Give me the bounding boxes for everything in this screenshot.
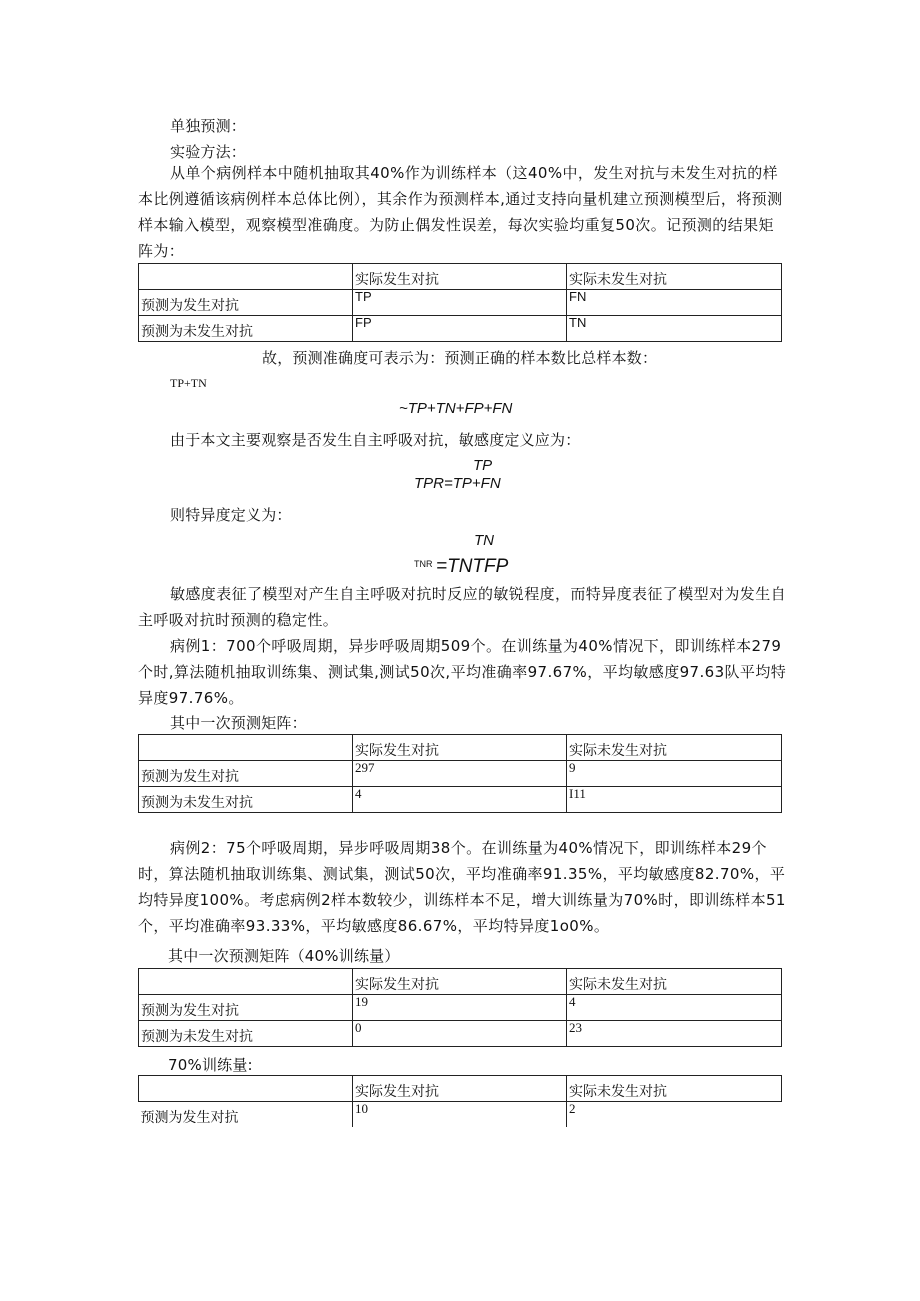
case2-40-cell-fn: 4 bbox=[567, 995, 782, 1021]
matrix-template-table bbox=[138, 263, 782, 342]
case2-70-cell-fn: 2 bbox=[567, 1102, 782, 1127]
case1-caption: 其中一次预测矩阵： bbox=[170, 714, 307, 732]
table-header-actual-yes: 实际发生对抗 bbox=[353, 264, 567, 290]
case2-caption-40: 其中一次预测矩阵（40%训练量） bbox=[168, 947, 400, 965]
case1-paragraph: 病例1：700个呼吸周期，异步呼吸周期509个。在训练量为40%情况下，即训练样本279个时,算法随机抽取训练集、测试集,测试50次,平均准确率97.67%，平均敏感度97.63队平均特异度97.76%。 bbox=[138, 637, 787, 707]
cell-tp: TP bbox=[353, 290, 567, 316]
case1-cell-tn: I11 bbox=[567, 787, 782, 813]
specificity-text: 则特异度定义为： bbox=[170, 506, 292, 524]
table-header-actual-no: 实际未发生对抗 bbox=[567, 969, 782, 995]
tnr-formula: =TNTFP bbox=[436, 556, 509, 577]
table-header-actual-no: 实际未发生对抗 bbox=[567, 735, 782, 761]
accuracy-text: 故，预测准确度可表示为：预测正确的样本数比总样本数： bbox=[262, 349, 658, 367]
case2-matrix-40-table bbox=[138, 968, 782, 1047]
case2-40-cell-fp: 0 bbox=[353, 1021, 567, 1047]
intro-paragraph: 从单个病例样本中随机抽取其40%作为训练样本（这40%中，发生对抗与未发生对抗的样本比例遵循该病例样本总体比例），其余作为预测样本,通过支持向量机建立预测模型后，将预测样本输入模型，观察模型准确度。为防止偶发性误差，每次实验均重复50次。记预测的结果矩阵为： bbox=[138, 164, 783, 260]
case1-cell-fp: 4 bbox=[353, 787, 567, 813]
row-label-pred-yes: 预测为发生对抗 bbox=[139, 995, 353, 1021]
tnr-numerator: TN bbox=[474, 532, 494, 549]
case1-cell-fn: 9 bbox=[567, 761, 782, 787]
case2-paragraph: 病例2：75个呼吸周期，异步呼吸周期38个。在训练量为40%情况下，即训练样本29个时，算法随机抽取训练集、测试集，测试50次，平均准确率91.35%，平均敏感度82.70%，平均特异度100%。考虑病例2样本数较少，训练样本不足，增大训练量为70%时，即训练样本51个，平均准确率93.33%，平均敏感度86.67%，平均特异度1o0%。 bbox=[138, 839, 786, 935]
case1-matrix-table bbox=[138, 734, 782, 813]
case2-70-cell-tp: 10 bbox=[353, 1102, 567, 1127]
heading-experiment-method: 实验方法： bbox=[170, 143, 247, 161]
cell-tn: TN bbox=[567, 316, 782, 342]
table-header-actual-yes: 实际发生对抗 bbox=[353, 1076, 567, 1102]
row-label-pred-yes: 预测为发生对抗 bbox=[139, 1102, 353, 1127]
table-header-actual-yes: 实际发生对抗 bbox=[353, 735, 567, 761]
case2-matrix-70-table bbox=[138, 1075, 782, 1127]
case1-cell-tp: 297 bbox=[353, 761, 567, 787]
accuracy-denominator: ~TP+TN+FP+FN bbox=[399, 400, 513, 417]
row-label-pred-yes: 预测为发生对抗 bbox=[139, 290, 353, 316]
table-header-empty bbox=[139, 1076, 353, 1102]
case2-40-cell-tn: 23 bbox=[567, 1021, 782, 1047]
row-label-pred-no: 预测为未发生对抗 bbox=[139, 787, 353, 813]
heading-single-prediction: 单独预测： bbox=[170, 117, 247, 135]
table-header-empty bbox=[139, 264, 353, 290]
case2-40-cell-tp: 19 bbox=[353, 995, 567, 1021]
table-header-actual-yes: 实际发生对抗 bbox=[353, 969, 567, 995]
table-header-empty bbox=[139, 735, 353, 761]
table-header-actual-no: 实际未发生对抗 bbox=[567, 1076, 782, 1102]
tpr-numerator: TP bbox=[473, 457, 493, 474]
table-header-empty bbox=[139, 969, 353, 995]
accuracy-numerator: TP+TN bbox=[170, 376, 207, 390]
cell-fn: FN bbox=[567, 290, 782, 316]
row-label-pred-no: 预测为未发生对抗 bbox=[139, 1021, 353, 1047]
row-label-pred-no: 预测为未发生对抗 bbox=[139, 316, 353, 342]
sensitivity-text: 由于本文主要观察是否发生自主呼吸对抗，敏感度定义应为： bbox=[170, 431, 581, 449]
cell-fp: FP bbox=[353, 316, 567, 342]
case2-caption-70: 70%训练量: bbox=[168, 1056, 253, 1074]
interpretation-paragraph: 敏感度表征了模型对产生自主呼吸对抗时反应的敏锐程度，而特异度表征了模型对为发生自主呼吸对抗时预测的稳定性。 bbox=[138, 585, 787, 629]
tnr-label: TNR bbox=[414, 559, 433, 569]
row-label-pred-yes: 预测为发生对抗 bbox=[139, 761, 353, 787]
table-header-actual-no: 实际未发生对抗 bbox=[567, 264, 782, 290]
tpr-formula: TPR=TP+FN bbox=[414, 475, 501, 492]
